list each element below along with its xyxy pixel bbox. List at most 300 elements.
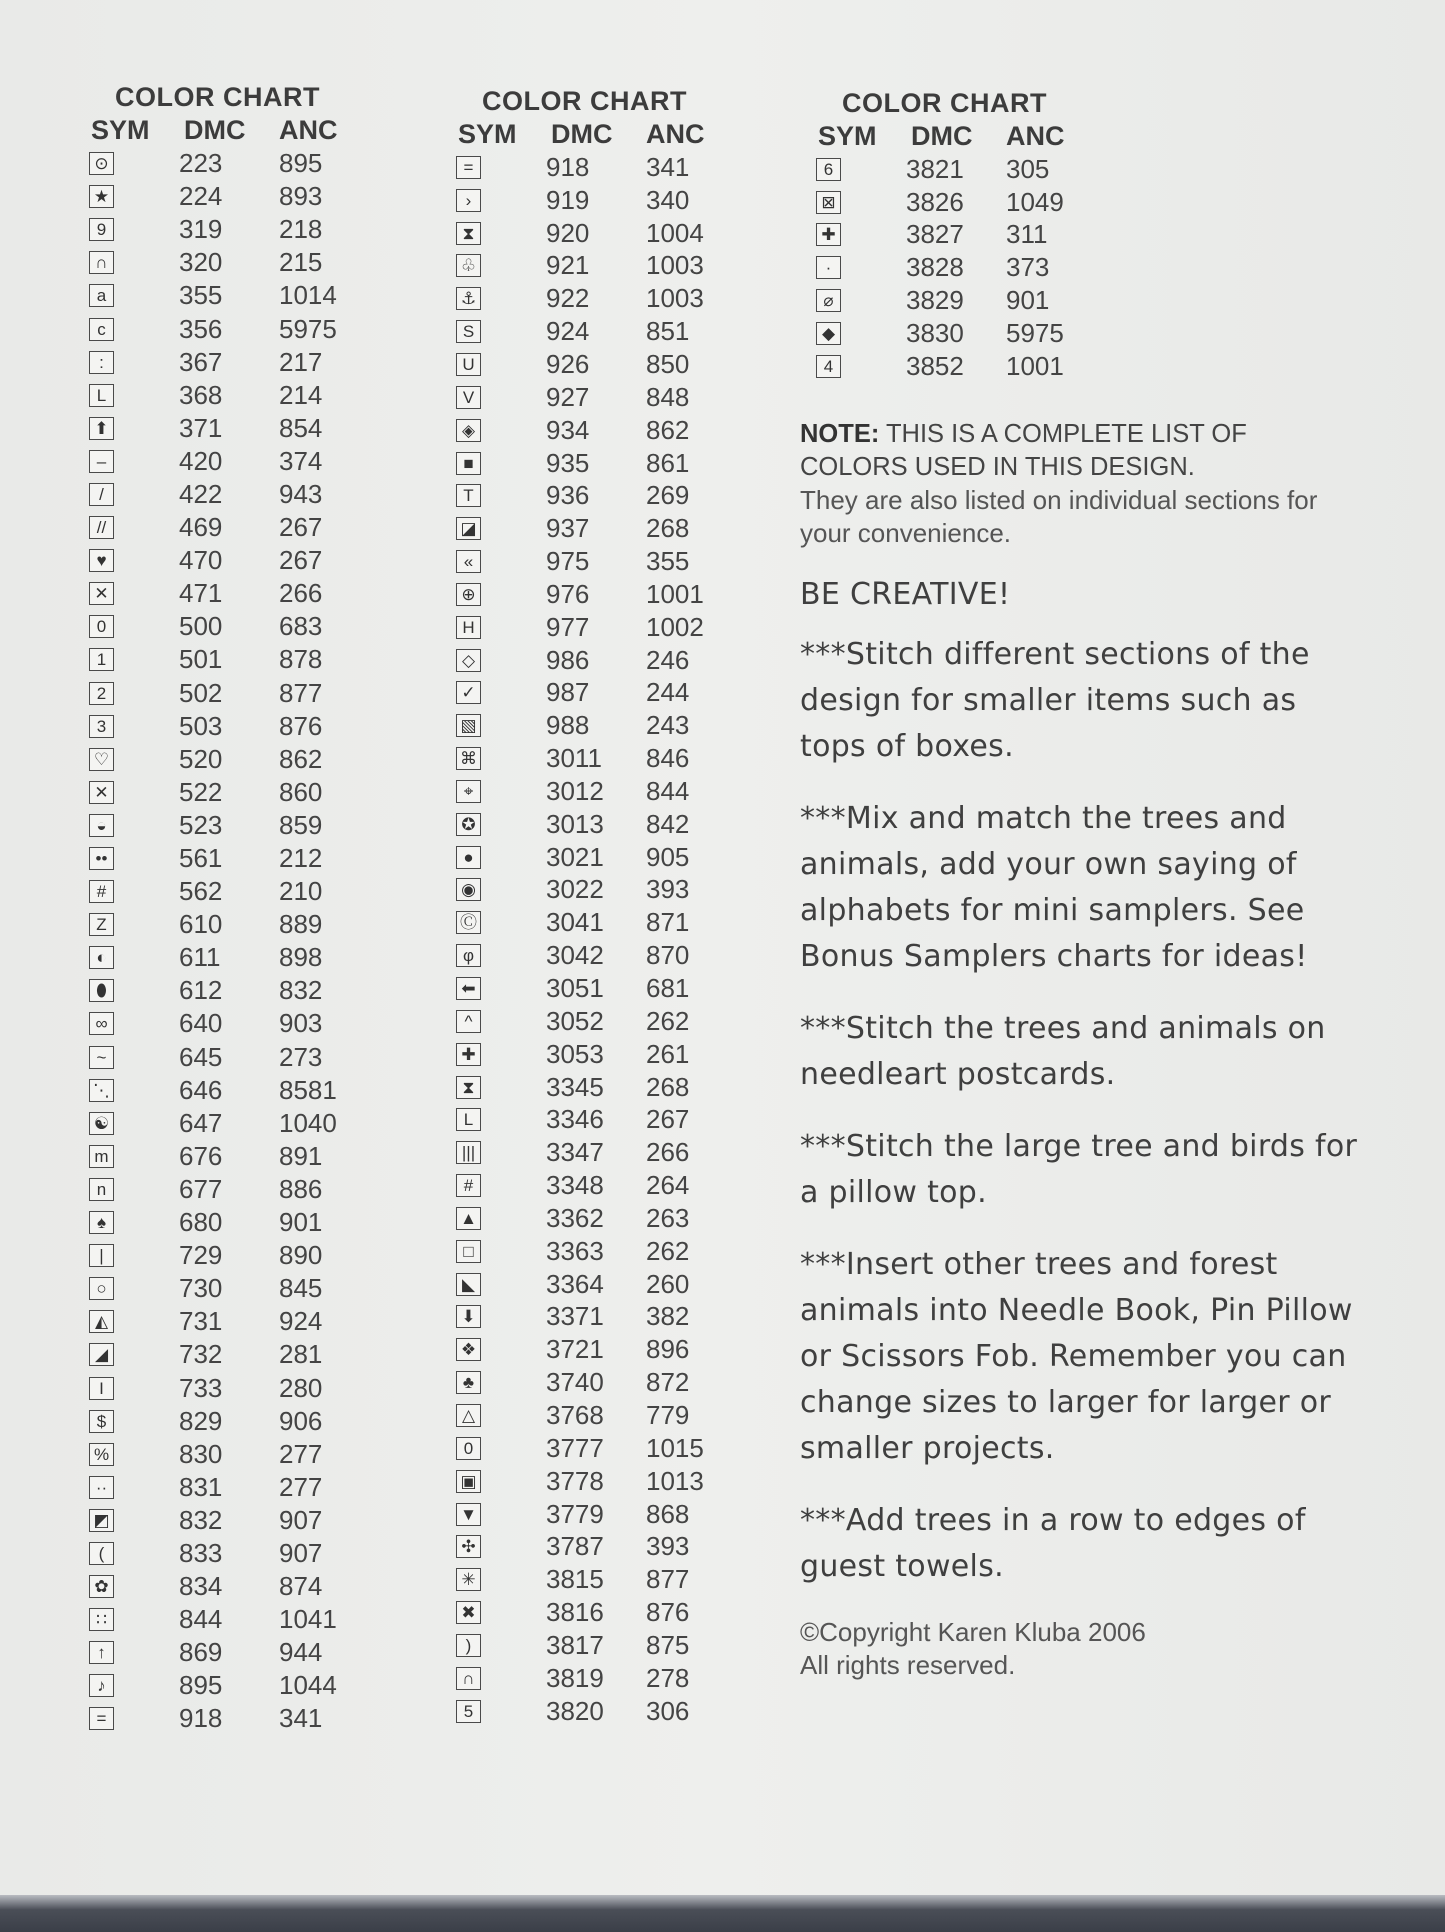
chart-row: [452, 1136, 726, 1169]
chart-title: COLOR CHART: [115, 82, 320, 112]
anc-value: 1003: [646, 250, 704, 281]
thin-arrow-up-icon: ↑: [89, 1641, 114, 1664]
star-circle-icon: ✪: [456, 813, 481, 836]
chart-row: [85, 1471, 359, 1504]
sym-cell: [85, 1410, 179, 1433]
chart-row: [452, 611, 726, 644]
chart-rows: [85, 147, 359, 1736]
anc-value: 848: [646, 381, 690, 412]
anc-value: 844: [646, 775, 690, 806]
chart-row: [85, 379, 359, 412]
dmc-value: 502: [179, 677, 223, 708]
chart-row: [85, 941, 359, 974]
dmc-value: 988: [546, 710, 590, 741]
dmc-value: 561: [179, 843, 223, 874]
arch-outline-icon: ∩: [456, 1667, 481, 1690]
x-dots-icon: ✕: [89, 582, 114, 605]
chart-row: [452, 1005, 726, 1038]
anc-value: 877: [279, 677, 323, 708]
dmc-value: 922: [546, 283, 590, 314]
dmc-value: 610: [179, 909, 223, 940]
sym-cell: [85, 1343, 179, 1366]
dmc-value: 3740: [546, 1367, 604, 1398]
letter-n-icon: n: [89, 1178, 114, 1201]
anc-value: 1001: [646, 578, 704, 609]
hatched-square-icon: ▧: [456, 714, 481, 737]
sym-cell: [85, 1509, 179, 1532]
anc-value: 311: [1006, 219, 1048, 250]
sym-cell: [452, 254, 546, 277]
chart-row: [85, 1702, 359, 1735]
chart-row: [85, 1239, 359, 1272]
dmc-value: 921: [546, 250, 590, 281]
anc-value: 1015: [646, 1432, 704, 1463]
dmc-value: 919: [546, 184, 590, 215]
copyright-line-2: All rights reserved.: [800, 1650, 1016, 1680]
dmc-value: 3787: [546, 1531, 604, 1562]
copyright: [800, 1616, 1360, 1682]
letter-z-icon: Z: [89, 913, 114, 936]
chart-row: [452, 1662, 726, 1695]
chart-row: [452, 742, 726, 775]
anc-value: 872: [646, 1367, 690, 1398]
dmc-value: 500: [179, 611, 223, 642]
sym-cell: [85, 1046, 179, 1069]
small-square-icon: □: [456, 1240, 481, 1263]
chart-row: [85, 743, 359, 776]
dmc-value: 934: [546, 414, 590, 445]
club-icon: ♣: [456, 1371, 481, 1394]
dmc-value: 3347: [546, 1137, 604, 1168]
chart-row: [85, 1007, 359, 1040]
dmc-value: 833: [179, 1537, 223, 1568]
triangle-down-icon: ▼: [456, 1503, 481, 1526]
anc-value: 266: [279, 578, 323, 609]
dmc-value: 3052: [546, 1005, 604, 1036]
chart-row: [85, 180, 359, 213]
anc-value: 861: [646, 447, 690, 478]
anc-value: 846: [646, 743, 690, 774]
anc-value: 374: [279, 445, 323, 476]
chart-row: [85, 776, 359, 809]
chart-header-row: [452, 118, 726, 151]
dmc-value: 3821: [906, 153, 964, 184]
sym-cell: [452, 944, 546, 967]
anc-value: 341: [646, 151, 690, 182]
hash-icon: #: [89, 880, 114, 903]
triangle-icon: ◭: [89, 1310, 114, 1333]
phi-icon: φ: [456, 944, 481, 967]
anc-value: 903: [279, 1008, 323, 1039]
dmc-value: 3777: [546, 1432, 604, 1463]
anc-value: 1014: [279, 280, 337, 311]
circle-plus-icon: ⊕: [456, 583, 481, 606]
sym-cell: [452, 1305, 546, 1328]
sym-cell: [85, 251, 179, 274]
chart-row: [85, 1371, 359, 1404]
anc-value: 269: [646, 480, 690, 511]
anc-value: 886: [279, 1173, 323, 1204]
tip-4: ***Stitch the large tree and birds for a pillow top.: [800, 1129, 1358, 1210]
equals-icon: =: [89, 1707, 114, 1730]
dmc-value: 844: [179, 1604, 223, 1635]
half-square-icon: ◪: [456, 517, 481, 540]
dmc-value: 730: [179, 1273, 223, 1304]
chart-row: [452, 709, 726, 742]
sym-cell: [452, 1076, 546, 1099]
hourglass-icon: ⧗: [456, 1076, 481, 1099]
chart-row: [452, 414, 726, 447]
anc-value: 382: [646, 1301, 690, 1332]
sym-cell: [452, 813, 546, 836]
dmc-value: 422: [179, 478, 223, 509]
dmc-value: 977: [546, 611, 590, 642]
number-2-icon: 2: [89, 682, 114, 705]
sym-cell: [85, 218, 179, 241]
anc-value: 263: [646, 1202, 690, 1233]
filled-diamond-icon: ◆: [816, 322, 841, 345]
anc-value: 210: [279, 876, 323, 907]
dmc-value: 3778: [546, 1465, 604, 1496]
color-chart-column-1: [85, 80, 359, 1736]
sym-cell: [812, 158, 906, 181]
sym-cell: [85, 1145, 179, 1168]
chart-row: [85, 809, 359, 842]
number-3-icon: 3: [89, 715, 114, 738]
sym-cell: [812, 223, 906, 246]
chart-row: [812, 350, 1086, 383]
chart-row: [452, 1530, 726, 1563]
anc-value: 683: [279, 611, 323, 642]
sym-cell: [85, 1277, 179, 1300]
chart-row: [452, 1268, 726, 1301]
small-circle-icon: ○: [89, 1277, 114, 1300]
equals-icon: =: [456, 156, 481, 179]
anc-value: 842: [646, 808, 690, 839]
sym-cell: [452, 1568, 546, 1591]
color-chart-column-3: [812, 86, 1086, 383]
dmc-value: 3779: [546, 1498, 604, 1529]
anc-value: 277: [279, 1438, 323, 1469]
sym-cell: [452, 1404, 546, 1427]
dmc-value: 611: [179, 942, 221, 973]
dmc-value: 3828: [906, 252, 964, 283]
sym-cell: [452, 1043, 546, 1066]
sym-cell: [452, 1601, 546, 1624]
chart-row: [452, 1399, 726, 1432]
dmc-value: 640: [179, 1008, 223, 1039]
letter-c-icon: c: [89, 318, 114, 341]
anc-value: 901: [1006, 285, 1050, 316]
anc-value: 373: [1006, 252, 1050, 283]
sym-cell: [452, 222, 546, 245]
chart-row: [452, 184, 726, 217]
sym-cell: [452, 156, 546, 179]
chart-row: [452, 282, 726, 315]
oval-icon: ⬮: [89, 979, 114, 1002]
dmc-value: 733: [179, 1372, 223, 1403]
anc-value: 278: [646, 1662, 690, 1693]
anc-value: 907: [279, 1504, 323, 1535]
chart-row: [452, 1629, 726, 1662]
anc-value: 876: [279, 710, 323, 741]
dmc-value: 3816: [546, 1597, 604, 1628]
chart-row: [85, 1405, 359, 1438]
sym-cell: [85, 1575, 179, 1598]
sym-cell: [85, 979, 179, 1002]
letter-t-icon: T: [456, 484, 481, 507]
chart-row: [85, 1305, 359, 1338]
anc-value: 944: [279, 1637, 323, 1668]
sym-header: SYM: [818, 121, 877, 151]
anc-value: 281: [279, 1339, 323, 1370]
chart-row: [85, 1537, 359, 1570]
dmc-value: 3826: [906, 186, 964, 217]
dmc-value: 680: [179, 1207, 223, 1238]
dmc-value: 3721: [546, 1334, 604, 1365]
sym-cell: [85, 814, 179, 837]
anc-value: 889: [279, 909, 323, 940]
dmc-value: 3053: [546, 1038, 604, 1069]
sym-cell: [85, 847, 179, 870]
c-circle-icon: Ⓒ: [456, 911, 481, 934]
chart-row: [812, 317, 1086, 350]
dmc-value: 829: [179, 1405, 223, 1436]
chart-row: [85, 312, 359, 345]
chart-row: [452, 939, 726, 972]
anc-value: 393: [646, 874, 690, 905]
sym-cell: [452, 353, 546, 376]
anc-value: 906: [279, 1405, 323, 1436]
number-0-outline-icon: 0: [456, 1437, 481, 1460]
dmc-header: DMC: [551, 119, 613, 149]
dmc-value: 732: [179, 1339, 223, 1370]
anc-value: 277: [279, 1471, 323, 1502]
sym-cell: [452, 747, 546, 770]
chart-row: [452, 644, 726, 677]
sym-cell: [812, 355, 906, 378]
chart-row: [85, 279, 359, 312]
sym-cell: [85, 582, 179, 605]
dmc-value: 927: [546, 381, 590, 412]
sym-cell: [452, 583, 546, 606]
sym-cell: [452, 1207, 546, 1230]
dmc-value: 830: [179, 1438, 223, 1469]
chart-row: [452, 1498, 726, 1531]
heart-outline-icon: ♡: [89, 748, 114, 771]
anc-value: 891: [279, 1140, 323, 1171]
anc-value: 243: [646, 710, 690, 741]
sym-cell: [452, 714, 546, 737]
sym-cell: [452, 1667, 546, 1690]
dmc-value: 3817: [546, 1629, 604, 1660]
anc-value: 860: [279, 776, 323, 807]
dmc-value: 3829: [906, 285, 964, 316]
chart-row: [85, 1074, 359, 1107]
dmc-value: 3815: [546, 1564, 604, 1595]
number-0-icon: 0: [89, 615, 114, 638]
sym-cell: [452, 878, 546, 901]
sym-cell: [85, 1641, 179, 1664]
sym-cell: [85, 1608, 179, 1631]
dmc-value: 3827: [906, 219, 964, 250]
dmc-value: 3022: [546, 874, 604, 905]
dmc-value: 3768: [546, 1399, 604, 1430]
dmc-value: 647: [179, 1107, 223, 1138]
anc-value: 871: [646, 907, 690, 938]
asterisk-icon: ✳: [456, 1568, 481, 1591]
anc-value: 859: [279, 809, 323, 840]
sym-cell: [452, 780, 546, 803]
anc-header: ANC: [1006, 121, 1065, 151]
sym-cell: [452, 1273, 546, 1296]
dmc-value: 523: [179, 809, 223, 840]
anc-value: 262: [646, 1235, 690, 1266]
tip-2: ***Mix and match the trees and animals, add your own saying of alphabets for mini samplers. See Bonus Samplers charts for ideas!: [800, 801, 1308, 974]
dmc-value: 920: [546, 217, 590, 248]
hatch-corner-icon: ⋱: [89, 1079, 114, 1102]
dmc-value: 834: [179, 1571, 223, 1602]
colon-icon: :: [89, 351, 114, 374]
sym-cell: [85, 185, 179, 208]
dmc-value: 976: [546, 578, 590, 609]
close-paren-icon: ): [456, 1634, 481, 1657]
anc-value: 1002: [646, 611, 704, 642]
four-diamonds-icon: ❖: [456, 1338, 481, 1361]
sym-cell: [85, 946, 179, 969]
sym-cell: [452, 320, 546, 343]
chart-row: [452, 1235, 726, 1268]
anc-header: ANC: [279, 115, 338, 145]
anc-value: 244: [646, 677, 690, 708]
sym-cell: [452, 1338, 546, 1361]
chart-row: [85, 1041, 359, 1074]
anc-value: 1004: [646, 217, 704, 248]
triangle-up-icon: ▲: [456, 1207, 481, 1230]
chart-row: [452, 1465, 726, 1498]
anc-value: 306: [646, 1695, 690, 1726]
sym-cell: [85, 549, 179, 572]
anc-value: 901: [279, 1207, 323, 1238]
anc-value: 215: [279, 247, 323, 278]
anc-value: 878: [279, 644, 323, 675]
dmc-value: 522: [179, 776, 223, 807]
sym-cell: [85, 516, 179, 539]
dmc-value: 831: [179, 1471, 223, 1502]
anc-value: 779: [646, 1399, 690, 1430]
double-slash-icon: //: [89, 516, 114, 539]
chart-row: [85, 1636, 359, 1669]
sym-cell: [85, 1012, 179, 1035]
anc-value: 907: [279, 1537, 323, 1568]
dmc-value: 371: [179, 412, 223, 443]
chart-row: [452, 1432, 726, 1465]
dmc-value: 987: [546, 677, 590, 708]
sym-cell: [85, 351, 179, 374]
chart-row: [85, 974, 359, 1007]
dmc-value: 3371: [546, 1301, 604, 1332]
dmc-value: 223: [179, 148, 223, 179]
anc-value: 261: [646, 1038, 690, 1069]
letter-u-icon: U: [456, 353, 481, 376]
chart-row: [85, 643, 359, 676]
dmc-value: 3012: [546, 775, 604, 806]
anc-value: 268: [646, 513, 690, 544]
bowtie-icon: ⧗: [456, 222, 481, 245]
anc-value: 870: [646, 940, 690, 971]
anc-value: 876: [646, 1597, 690, 1628]
arrows-left-icon: «: [456, 550, 481, 573]
filled-circle-icon: ●: [456, 846, 481, 869]
bar-icon: |: [89, 1244, 114, 1267]
sym-cell: [85, 913, 179, 936]
caret-up-icon: ^: [456, 1010, 481, 1033]
clover-icon: ♧: [456, 254, 481, 277]
chart-rows: [452, 151, 726, 1728]
anc-value: 868: [646, 1498, 690, 1529]
chart-title: COLOR CHART: [842, 88, 1047, 118]
square-in-square-icon: ▣: [456, 1470, 481, 1493]
dmc-value: 356: [179, 313, 223, 344]
dmc-value: 3819: [546, 1662, 604, 1693]
chart-title: COLOR CHART: [482, 86, 687, 116]
dmc-value: 676: [179, 1140, 223, 1171]
dmc-value: 731: [179, 1306, 223, 1337]
dmc-value: 869: [179, 1637, 223, 1668]
sym-cell: [85, 384, 179, 407]
chart-row: [452, 906, 726, 939]
sym-cell: [452, 649, 546, 672]
chart-row: [85, 478, 359, 511]
dmc-value: 3364: [546, 1268, 604, 1299]
dmc-value: 3011: [546, 743, 602, 774]
anc-value: 266: [646, 1137, 690, 1168]
slash-icon: /: [89, 483, 114, 506]
chart-row: [85, 1603, 359, 1636]
sym-cell: [85, 781, 179, 804]
chart-row: [85, 511, 359, 544]
percent-icon: %: [89, 1443, 114, 1466]
chart-row: [85, 577, 359, 610]
sym-cell: [85, 748, 179, 771]
hash-bars-icon: #: [456, 1174, 481, 1197]
anc-value: 851: [646, 316, 690, 347]
sym-cell: [452, 977, 546, 1000]
anc-value: 874: [279, 1571, 323, 1602]
triple-bar-icon: |||: [456, 1141, 481, 1164]
chart-row: [85, 544, 359, 577]
anc-value: 1013: [646, 1465, 704, 1496]
arrow-left-icon: ⬅: [456, 977, 481, 1000]
anc-value: 341: [279, 1703, 323, 1734]
sym-cell: [452, 681, 546, 704]
chart-row: [85, 1173, 359, 1206]
boxed-x-icon: ⊠: [816, 191, 841, 214]
dmc-value: 3013: [546, 808, 604, 839]
chart-row: [452, 1333, 726, 1366]
sym-cell: [812, 322, 906, 345]
dash-icon: –: [89, 450, 114, 473]
anc-value: 5975: [1006, 317, 1064, 348]
chart-row: [452, 512, 726, 545]
dmc-value: 562: [179, 876, 223, 907]
dmc-value: 3820: [546, 1695, 604, 1726]
dmc-value: 986: [546, 644, 590, 675]
letter-l-outline-icon: L: [456, 1108, 481, 1131]
sym-cell: [85, 880, 179, 903]
chart-row: [85, 445, 359, 478]
plus-icon: ✚: [456, 1043, 481, 1066]
